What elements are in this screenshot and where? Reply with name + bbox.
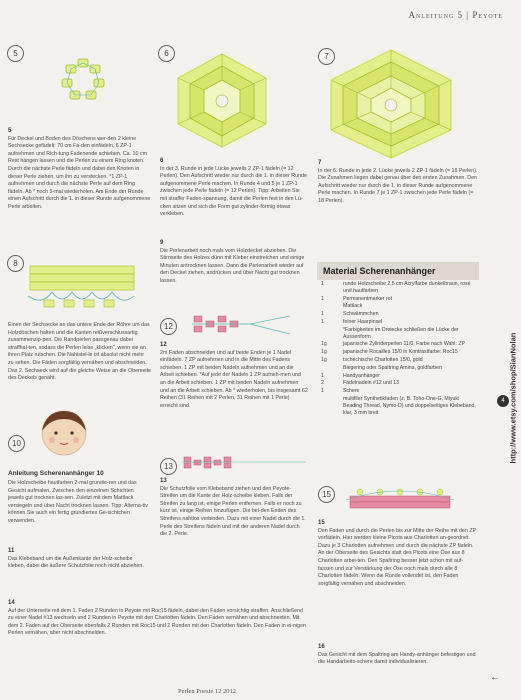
material-description: *Farbigkeiten im Dreiecke schließen die Lücke der Aussenform [343,326,459,340]
material-quantity: 1 [321,372,324,379]
material-item [317,349,479,356]
next-page-arrow-icon: ← [490,672,500,683]
step-10-marker: 10 [8,435,25,452]
page-badge: 4 [497,395,509,407]
strip-illustration [180,453,310,471]
step-6-text [160,158,308,219]
step-11-body: Das Klebeband um die Außenkante der Holz-scheibe kleben, dabei die äußere Schutzfolie noch nicht abziehen. [8,555,144,570]
step-9-body: Die Perlenarbeit noch mals vom Holzdeckel abziehen. Die Stirnseite des Holzes dünn mit Kleber einstreichen und einige Minuten antrocknen lassen. Dann die Perlenarbeit wieder auf den Deckel ziehen, andrücken und über Nacht gut trocknen lassen. [160,247,305,284]
step-12-text [160,342,308,410]
step-12-number: 12 [160,342,167,348]
step-6-body: In der 3. Runde in jede Lücke jeweils 2 ZP-1 fädeln (= 12 Perlen). Den Aufschritt wieder nur durch die 1. in dieser Runde aufgenommene Perle machen. In Runde 4 und 5 je 1 ZP-1 zwischen jede Perle fädeln (= 12 Perlen). Tipp: Arbeiten Sie mit straffer Faden-spannung, damit die Perlen fest in den Lü-cken sitzen und sich die Form gut zylinder-förmig etwas verkleben. [160,165,307,218]
material-quantity [317,303,343,310]
step-11-number: 11 [8,548,15,554]
step-16-number: 16 [318,644,325,650]
material-quantity: 1 [321,388,324,395]
step-7-text [318,160,478,206]
material-quantity [317,396,343,416]
step-13-body: Die Schutzfolie vom Klebeband ziehen und den Peyote-Streifen um die Kante der Holz-scheibe kleben. Falls der Streifen zu lang ist, einige Perlen entfernen. Falls er noch zu kurz ist, einige Reihen hinzufügen. Die bei-den Enden des Streifens nahtlos verbinden. Dazu mit einer Nadel durch die 1. Perle des Streifens fädeln und mit der anderen Nadel durch die 2. Perle. [160,485,306,538]
material-quantity: 2 [321,380,324,387]
bead-ring-illustration [58,55,108,105]
step-8-text [8,322,151,383]
material-quantity: 1 [321,318,324,325]
shop-url-sidebar[interactable] [506,272,520,472]
step-12-marker: 12 [160,318,177,335]
step-12-body: 2m Faden abschneiden und auf beide Enden je 1 Nadel einfädeln. 7 ZP aufnehmen und in die Mitte des Fadens schieben. 1 ZP mit beiden Nadeln aufnehmen und an die Arbeit schieben. *Auf jede der Nadeln 1 ZP aufneh-men und an die Arbeit schieben. 1 ZP mit beiden Nadeln aufnehmen und an die Arbeit schieben. Ab * wiederholen, bis insgesamt 62 Reihen (31 Reihen mit 2 Perlen, 31 Reihen mit 1 Perle) erreicht sind. [160,349,308,409]
material-description: Fädelnadeln #12 und 13 [343,380,399,387]
material-item [317,303,479,310]
section-heading-scherenanhaenger: Anleitung Scherenanhänger 10 [8,470,104,477]
step-7-marker: 7 [318,48,335,65]
step-7-body: In der 6. Runde in jede 2. Lücke jeweils 2 ZP-1 fädeln (= 18 Perlen). Die Zunahmen liegen dabei genau über den ersten Zunahmen. Den Aufschritt wieder nur durch die 1. in dieser Runde aufgenommene Perle machen. In Runde 7 je 1 ZP-1 zwischen jede Perle fädeln (= 18 Perlen). [318,167,478,204]
shop-url-text[interactable]: http://www.etsy.com/shop/SianNolan [508,332,518,464]
material-item [317,365,479,372]
material-item [317,327,479,341]
material-description: feiner Haarpinsel [343,318,383,325]
step-5-marker: 5 [7,45,24,62]
ladder-stitch-illustration [190,312,310,342]
material-item [317,311,479,318]
step-14-body: Auf der Unterseite mit dem 1. Faden 2 Runden in Peyote mit Roc15 fädeln, dabei den Faden vorsichtig straffen. Anschließend zu einer Nadel #13 wechseln und 2 Runden in Peyote mit den Charlotten fädeln. Den Faden vernähen und abschneiden. Mit dem 2. Faden auf der Oberseite ebenfalls 2 Runden mit Roc15 und 2 Runden mit den Charlotten fädeln. Den Faden in ei-nigen Perlen vernähen, aber nicht abschneiden. [8,607,306,637]
face-illustration [34,405,94,460]
step-8-body: Einen der Sechsecke an das untere Ende der Röhre um das Holzdöschen halten und die Kanten reißverschlussartig zusammenzip-pen. Die Randperlen passgenau dabei straffhal-ten, sodass die Perlen leise „klicken", wenn sie an ihren Platz rutschen. Die Nahtstel-le ist absolut nicht mehr zu sehen. Die Fäden sorgfältig vernähen und abschneiden. Das 2. Sechseck wird auf die gleiche Weise an die Oberseite des Deckels genäht. [8,322,151,382]
step-5-number: 5 [8,128,12,134]
material-quantity: 1g [321,341,327,348]
material-title: Material Scherenanhänger [317,262,479,280]
material-description: japanische Rocailles 15/0 in Kontrastfarbe: Roc15 [343,349,458,356]
step-6-number: 6 [160,158,164,164]
material-description: tschechische Charlotten 15/0, gold [343,356,423,363]
material-quantity: 1 [321,295,324,302]
material-item [317,380,479,387]
material-quantity: 1g [321,349,327,356]
page-footer: Perlen Poesie 12 2012 [178,688,236,695]
step-16-body: Das Gesicht mit dem Spaltring am Handy-anhänger befestigen und die Handarbeits-schere damit individualisieren. [318,651,476,666]
step-14-text [8,600,308,638]
material-item [317,357,479,364]
material-description: multifiler Synthetikfaden (z. B. Toho-One-G, Miyuki Beading Thread, Nymo-D) und doppelseitiges Klebeband, klar, 3 mm breit [343,395,476,416]
material-description: Mattlack [343,303,363,310]
material-item [317,388,479,395]
material-item [317,373,479,380]
material-box [317,262,479,492]
step-10-text [8,480,151,526]
step-10-body: Die Holzscheibe hautfarben 2-mal grundie-ren und das Gesicht aufmalen. Zwischen den einzelnen Schichten jeweils gut trocknen las-sen. Zuletzt mit dem Mattlack versiegeln und über Nacht trocknen lassen. Tipp: Alterna-tiv können Sie auch ein fertig grundiertes Ge-sichtchen verwenden. [8,480,148,524]
material-quantity [317,365,343,372]
step-5-body: Für Deckel und Boden des Döschens wer-den 2 kleine Sechsecke gefädelt: 70 cm Fa-den einfädeln, 6 ZP-1 aufnehmen und Rich-tung Fadenende schieben. Ca. 10 cm Rest hängen lassen und die Perlen zu einem Ring knoten. Durch die nächste Perle fädeln und dabei den Knoten in dieser Perle ziehen, um ihn zu verstecken. *1 ZP-1 aufnehmen und durch die nächste Perle auf dem Ring fädeln. Ab * noch 5-mal wiederholen. Am Ende der Runde einen Aufschritt durch die 1. in dieser Runde aufgenommene Perle arbeiten. [8,135,151,210]
step-5-text [8,128,151,212]
hexagon-illustration-medium [170,50,275,150]
material-description: Schere [343,388,360,395]
material-item [317,281,479,295]
material-description: Biegering oder Spaltring Amina, goldfarben [343,364,442,371]
hexagon-illustration-large [325,48,457,160]
step-13-marker: 13 [160,458,177,475]
page-header: Anleitung 5 | Peyote [408,10,503,20]
material-item [317,341,479,348]
step-14-number: 14 [8,600,15,606]
material-description: Handyanhänger [343,372,380,379]
material-quantity [317,327,343,341]
step-8-marker: 8 [7,255,24,272]
step-7-number: 7 [318,160,322,166]
step-15-marker: 15 [318,486,335,503]
material-item [317,396,479,416]
step-6-marker: 6 [158,45,175,62]
material-description: Schwämmchen [343,311,379,318]
material-item [317,319,479,326]
step-13-text [160,478,308,539]
step-11-text [8,548,151,571]
step-15-number: 15 [318,520,325,526]
material-item [317,296,479,303]
step-9-number: 9 [160,240,164,246]
step-15-text [318,520,478,588]
material-quantity: 1 [321,281,324,287]
material-description: runde Holzscheibe 2,5 cm Acrylfarbe dunkelbraun, rosé und hautfarben [343,281,471,294]
step-15-body: Den Faden und durch die Perlen bis zur Mitte der Reihe mit den ZP vorfädeln. Hier werden kleine Picots aus Charlotten an-geordnet. Dazu je 3 Charlotten aufnehmen und durch die nächste ZP fädeln. An der Oberseite des Gesichts statt des Picots eine Öse aus 8 Charlotten arbei-ten. Den Spaltring besser jetzt schon mit auf-fassen und zur Verstärkung der Öse noch mals durch alle 8 Charlotten fädeln. Wenn die Runde vollendet ist, den Faden sorgfältig vernähen und abschneiden. [318,527,477,587]
zip-edge-illustration [22,262,142,322]
step-13-number: 13 [160,478,167,484]
material-description: japanische Zylinderperlen 11/0, Farbe nach Wahl: ZP [343,341,465,348]
material-description: Permanentmarker rot [343,295,393,302]
step-9-text [160,240,308,286]
material-quantity: 1 [321,311,324,318]
material-quantity: 1g [321,356,327,363]
step-16-text [318,644,478,667]
material-list [317,281,479,416]
